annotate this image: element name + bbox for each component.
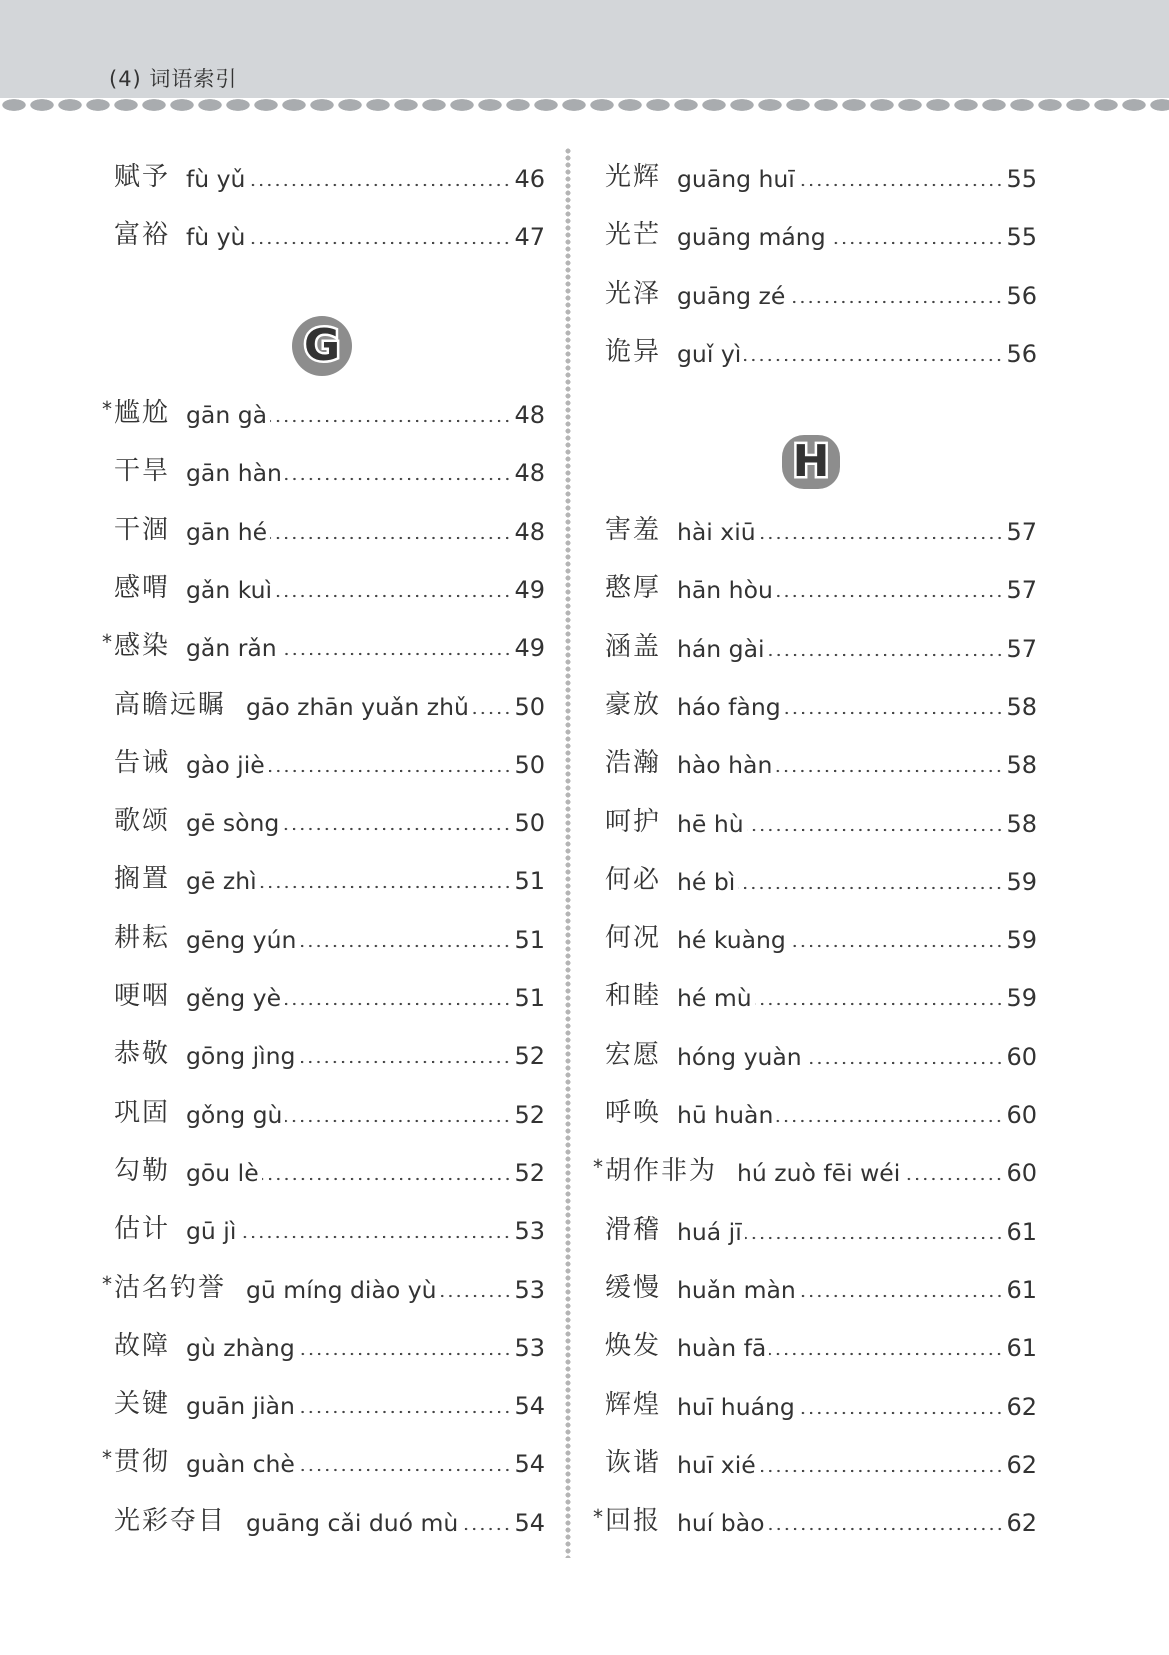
dot-leader: [775, 750, 1003, 774]
entry-word: 呵护: [605, 806, 662, 837]
entry-page-number: 57: [1006, 634, 1037, 663]
index-entry: [605, 276, 1037, 310]
entry-pinyin: hú zuò fēi wéi: [737, 1159, 901, 1188]
entry-word: 憨厚: [605, 573, 662, 604]
index-entry: [605, 920, 1037, 954]
entry-word: 害羞: [605, 515, 662, 545]
index-entry: [605, 512, 1037, 546]
entry-pinyin: huàn fā: [677, 1334, 767, 1363]
section-badge-g: [292, 316, 352, 376]
dot-leader: [285, 1100, 511, 1124]
dot-leader: [248, 222, 511, 246]
index-entry: [593, 1503, 1037, 1538]
entry-word: 豪放: [605, 689, 662, 720]
star-mark: *: [593, 1505, 603, 1530]
dot-leader: [248, 164, 511, 188]
entry-word: 耕耘: [114, 922, 171, 953]
entry-page-number: 56: [1006, 281, 1037, 310]
entry-page-number: 54: [514, 1450, 545, 1479]
entry-page-number: 55: [1006, 165, 1037, 193]
dot-leader: [298, 1333, 512, 1357]
dot-leader: [747, 809, 1004, 833]
entry-word: 沽名钓誉: [114, 1272, 227, 1303]
entry-word: 干旱: [114, 456, 171, 487]
dot-leader: [798, 164, 1004, 188]
entry-word: 浩瀚: [605, 748, 662, 779]
entry-word: 光芒: [605, 220, 662, 251]
entry-page-number: 62: [1006, 1450, 1037, 1479]
dot-leader: [759, 517, 1004, 541]
entry-pinyin: fù yù: [186, 223, 246, 252]
index-entry: [114, 1503, 545, 1537]
entry-pinyin: gāo zhān yuǎn zhǔ: [246, 692, 469, 721]
entry-page-number: 62: [1006, 1392, 1037, 1421]
entry-page-number: 50: [514, 750, 545, 779]
entry-pinyin: guǐ yì: [677, 339, 742, 368]
entry-word: 勾勒: [114, 1155, 171, 1186]
entry-page-number: 47: [514, 223, 545, 252]
page-header: [0, 0, 1169, 98]
dot-leader: [298, 1041, 511, 1065]
dot-leader: [461, 1508, 511, 1532]
index-entry: [102, 628, 545, 663]
dot-leader: [789, 925, 1004, 949]
entry-page-number: 53: [514, 1333, 545, 1362]
dot-leader: [282, 808, 511, 832]
star-mark: *: [102, 397, 112, 421]
entry-page-number: 57: [1006, 576, 1037, 605]
entry-word: 故障: [114, 1330, 171, 1361]
section-letter: H: [792, 436, 830, 487]
entry-word: 歌颂: [114, 806, 171, 837]
entry-pinyin: gào jiè: [186, 750, 265, 779]
index-entry: [114, 159, 545, 193]
entry-pinyin: gē zhì: [186, 867, 257, 896]
entry-page-number: 57: [1006, 518, 1037, 546]
dot-leader: [284, 983, 511, 1007]
entry-word: 贯彻: [114, 1447, 171, 1478]
index-entry: [114, 687, 545, 721]
entry-pinyin: gǎn rǎn: [186, 634, 277, 663]
star-mark: *: [102, 630, 112, 655]
entry-pinyin: gēng yún: [186, 925, 297, 954]
dot-leader: [285, 458, 512, 482]
entry-word: 恭敬: [114, 1039, 171, 1070]
entry-pinyin: gān hé: [186, 517, 268, 546]
entry-word: 宏愿: [605, 1039, 662, 1070]
entry-pinyin: gē sòng: [186, 809, 280, 838]
dot-leader: [280, 633, 512, 657]
entry-pinyin: háo fàng: [677, 692, 781, 721]
entry-word: 滑稽: [605, 1214, 662, 1245]
entry-pinyin: gōu lè: [186, 1158, 259, 1187]
entry-page-number: 53: [514, 1275, 545, 1304]
entry-pinyin: huī huáng: [677, 1392, 795, 1421]
entry-word: 焕发: [605, 1331, 662, 1362]
entry-pinyin: hān hòu: [677, 576, 773, 605]
index-entry: [114, 861, 545, 895]
entry-pinyin: huá jī: [677, 1217, 742, 1246]
entry-pinyin: gěng yè: [186, 984, 282, 1012]
entry-page-number: 59: [1006, 867, 1037, 896]
entry-word: 胡作非为: [605, 1156, 718, 1187]
entry-pinyin: hóng yuàn: [677, 1042, 802, 1071]
entry-page-number: 50: [514, 692, 545, 721]
index-entry: [114, 217, 545, 251]
dot-leader: [784, 692, 1004, 716]
entry-word: 干涸: [114, 514, 171, 545]
dot-leader: [260, 866, 512, 890]
dot-leader: [798, 1392, 1004, 1416]
index-entry: [605, 978, 1037, 1012]
entry-pinyin: gū míng diào yù: [246, 1275, 437, 1304]
star-mark: *: [593, 1155, 603, 1180]
entry-page-number: 61: [1006, 1217, 1037, 1246]
entry-page-number: 60: [1006, 1159, 1037, 1188]
index-entry: [605, 1387, 1037, 1421]
dot-leader: [768, 634, 1004, 658]
entry-word: 回报: [605, 1506, 662, 1537]
index-entry: [114, 920, 545, 954]
entry-page-number: 48: [514, 459, 545, 488]
entry-word: 诡异: [605, 336, 662, 367]
entry-pinyin: hào hàn: [677, 751, 773, 780]
index-entry: [605, 1445, 1037, 1479]
entry-page-number: 58: [1006, 692, 1037, 721]
entry-page-number: 54: [514, 1392, 545, 1421]
section-letter: G: [303, 320, 341, 371]
dot-leader: [903, 1158, 1003, 1182]
dot-leader: [298, 1391, 512, 1415]
star-mark: *: [102, 1271, 112, 1296]
index-entry: [605, 629, 1037, 663]
entry-page-number: 49: [514, 634, 545, 663]
index-entry: [605, 334, 1037, 368]
entry-pinyin: guāng zé: [677, 281, 786, 310]
entry-word: 光辉: [605, 162, 662, 192]
index-entry: [114, 745, 545, 779]
dot-leader: [744, 339, 1003, 363]
dot-leader: [799, 1275, 1004, 1299]
entry-pinyin: hài xiū: [677, 518, 756, 546]
star-mark: *: [102, 1446, 112, 1471]
entry-page-number: 61: [1006, 1275, 1037, 1304]
index-entry: [102, 1444, 545, 1479]
entry-word: 关键: [114, 1389, 171, 1420]
index-entry: [605, 570, 1037, 604]
entry-page-number: 52: [514, 1042, 545, 1071]
entry-word: 富裕: [114, 220, 171, 251]
entry-word: 赋予: [114, 162, 171, 192]
index-entry: [605, 1095, 1037, 1129]
entry-word: 感染: [114, 631, 171, 662]
entry-page-number: 61: [1006, 1334, 1037, 1363]
entry-word: 和睦: [605, 981, 662, 1012]
entry-word: 感喟: [114, 572, 171, 603]
entry-page-number: 58: [1006, 809, 1037, 838]
entry-page-number: 62: [1006, 1509, 1037, 1538]
entry-page-number: 60: [1006, 1101, 1037, 1129]
section-badge-h: [782, 435, 840, 489]
index-entry: [114, 1036, 545, 1070]
dot-leader: [298, 1449, 512, 1473]
entry-pinyin: hé mù: [677, 984, 752, 1013]
index-entry: [605, 745, 1037, 779]
index-entry: [605, 159, 1037, 193]
entry-pinyin: guāng huī: [677, 165, 795, 193]
entry-pinyin: fù yǔ: [186, 165, 246, 193]
entry-pinyin: gōng jìng: [186, 1042, 296, 1071]
dot-leader: [440, 1275, 512, 1299]
entry-pinyin: hē hù: [677, 809, 744, 838]
index-entry: [605, 1270, 1037, 1304]
decorative-border: [0, 98, 1169, 112]
entry-page-number: 52: [514, 1100, 545, 1129]
index-entry: [114, 1386, 545, 1420]
entry-page-number: 53: [514, 1217, 545, 1246]
entry-page-number: 48: [514, 517, 545, 546]
entry-pinyin: hū huàn: [677, 1101, 774, 1129]
index-entry: [114, 453, 545, 487]
index-entry: [114, 570, 545, 604]
dot-leader: [268, 750, 512, 774]
entry-word: 尴尬: [114, 398, 171, 428]
entry-page-number: 46: [514, 165, 545, 193]
dot-leader: [768, 1508, 1004, 1532]
dot-leader: [472, 692, 512, 716]
index-entry: [605, 1328, 1037, 1362]
dot-leader: [776, 1100, 1003, 1124]
dot-leader: [788, 281, 1003, 305]
entry-page-number: 51: [514, 867, 545, 896]
dot-leader: [299, 925, 511, 949]
dot-leader: [776, 575, 1004, 599]
entry-page-number: 50: [514, 809, 545, 838]
dot-leader: [755, 983, 1004, 1007]
entry-word: 何必: [605, 864, 662, 895]
entry-pinyin: guāng máng: [677, 223, 826, 252]
dot-leader: [769, 1333, 1003, 1357]
dot-leader: [239, 1216, 511, 1240]
entry-page-number: 52: [514, 1158, 545, 1187]
entry-pinyin: hé bì: [677, 867, 736, 896]
entry-word: 缓慢: [605, 1272, 662, 1303]
index-entry: [605, 1037, 1037, 1071]
entry-word: 何况: [605, 923, 662, 954]
dot-leader: [270, 517, 511, 541]
entry-pinyin: guāng cǎi duó mù: [246, 1508, 459, 1537]
entry-word: 告诫: [114, 747, 171, 778]
dot-leader: [275, 575, 511, 599]
entry-pinyin: hán gài: [677, 634, 765, 663]
entry-page-number: 49: [514, 575, 545, 604]
entry-page-number: 60: [1006, 1042, 1037, 1071]
index-entry: [102, 395, 545, 429]
index-entry: [605, 217, 1037, 251]
entry-word: 光泽: [605, 278, 662, 309]
index-entry: [605, 804, 1037, 838]
dot-leader: [759, 1450, 1004, 1474]
index-entry: [114, 1095, 545, 1129]
entry-word: 估计: [114, 1214, 171, 1245]
entry-pinyin: guàn chè: [186, 1450, 295, 1479]
dot-leader: [738, 867, 1003, 891]
entry-word: 光彩夺目: [114, 1505, 227, 1536]
entry-pinyin: gān gà: [186, 401, 268, 429]
entry-pinyin: guān jiàn: [186, 1392, 295, 1421]
index-entry: [605, 687, 1037, 721]
dot-leader: [270, 400, 511, 424]
entry-pinyin: huǎn màn: [677, 1275, 796, 1304]
index-entry: [114, 512, 545, 546]
entry-word: 哽咽: [114, 981, 171, 1011]
entry-page-number: 55: [1006, 223, 1037, 252]
entry-pinyin: gù zhàng: [186, 1333, 295, 1362]
entry-word: 涵盖: [605, 631, 662, 662]
index-entry: [114, 1211, 545, 1245]
entry-pinyin: gū jì: [186, 1217, 237, 1246]
header-title: (4) 词语索引: [109, 67, 238, 91]
index-entry: [114, 978, 545, 1012]
dot-leader: [805, 1042, 1004, 1066]
entry-word: 高瞻远瞩: [114, 689, 227, 720]
entry-page-number: 59: [1006, 926, 1037, 955]
entry-pinyin: huí bào: [677, 1509, 765, 1538]
column-divider: [565, 148, 571, 1558]
entry-pinyin: gān hàn: [186, 459, 282, 488]
entry-word: 辉煌: [605, 1389, 662, 1420]
entry-page-number: 51: [514, 984, 545, 1012]
dot-leader: [745, 1217, 1004, 1241]
index-entry: [114, 1153, 545, 1187]
entry-page-number: 59: [1006, 984, 1037, 1013]
entry-word: 巩固: [114, 1097, 171, 1128]
entry-pinyin: hé kuàng: [677, 926, 786, 955]
dot-leader: [262, 1158, 512, 1182]
entry-page-number: 54: [514, 1508, 545, 1537]
entry-pinyin: gǒng gù: [186, 1100, 283, 1129]
index-entry: [114, 1328, 545, 1362]
entry-word: 呼唤: [605, 1098, 662, 1128]
entry-pinyin: huī xié: [677, 1450, 756, 1479]
index-entry: [605, 862, 1037, 896]
entry-page-number: 51: [514, 925, 545, 954]
entry-pinyin: gǎn kuì: [186, 575, 273, 604]
index-entry: [102, 1270, 545, 1304]
dot-leader: [829, 222, 1004, 246]
index-entry: [114, 803, 545, 837]
entry-page-number: 48: [514, 401, 545, 429]
index-entry: [605, 1212, 1037, 1246]
index-entry: [593, 1153, 1037, 1188]
entry-word: 诙谐: [605, 1447, 662, 1478]
entry-page-number: 58: [1006, 751, 1037, 780]
entry-word: 搁置: [114, 864, 171, 895]
entry-page-number: 56: [1006, 339, 1037, 368]
